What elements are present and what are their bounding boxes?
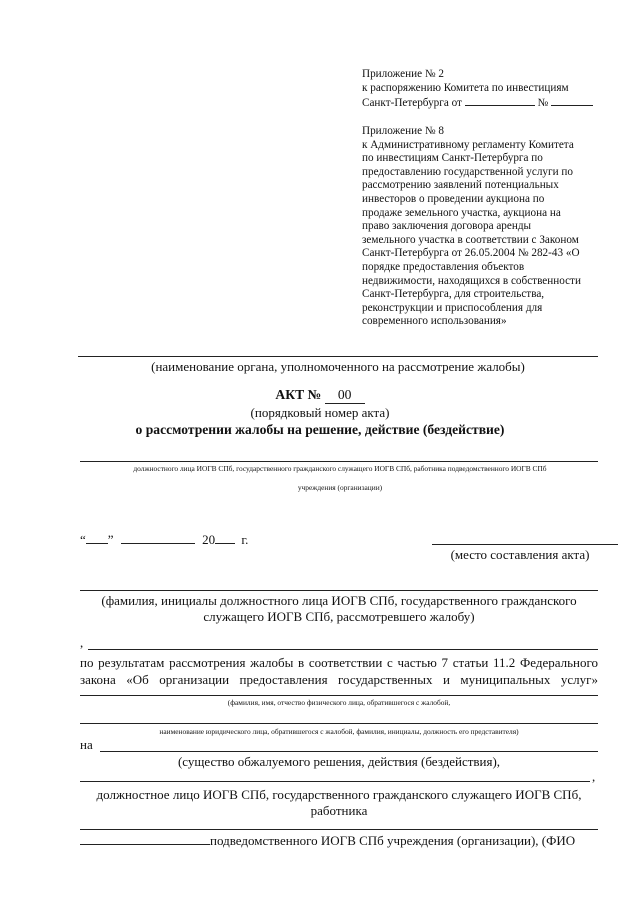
reviewer-caption-2: служащего ИОГВ СПб, рассмотревшего жалобу) — [203, 609, 475, 624]
appendix-8-line: Санкт-Петербурга от 26.05.2004 № 282-43 «О — [362, 247, 580, 260]
essence-line — [80, 781, 590, 782]
act-number-caption: (порядковый номер акта) — [250, 405, 390, 420]
date-blank — [465, 95, 535, 106]
reviewer-caption-1: (фамилия, инициалы должностного лица ИОГВ СПб, государственного гражданского — [101, 593, 577, 608]
appendix-2-title: Приложение № 2 — [362, 68, 444, 80]
result-line-2: закона «Об организации предоставления государственных и муниципальных услуг» — [80, 672, 598, 687]
appendix-8-line: право заключения договора аренды — [362, 220, 532, 233]
reviewer-line — [80, 590, 598, 591]
act-number-line: АКТ № 00 — [0, 387, 640, 404]
official-line-1: должностное лицо ИОГВ СПб, государственного гражданского служащего ИОГВ СПб, — [96, 787, 582, 802]
on-line — [100, 751, 598, 752]
subordinate-line: подведомственного ИОГВ СПб учреждения (организации), (ФИО — [80, 833, 598, 849]
appendix-8-line: к Административному регламенту Комитета — [362, 138, 574, 151]
number-blank — [551, 95, 593, 106]
on-word: на — [80, 737, 93, 752]
official-caption-1: должностного лица ИОГВ СПб, государственного гражданского служащего ИОГВ СПб, работника подведомственного ИОГВ СПб — [133, 464, 547, 473]
place-caption: (место составления акта) — [450, 547, 590, 562]
act-title: о рассмотрении жалобы на решение, действие (бездействие) — [135, 422, 505, 437]
appendix-8-line: рассмотрению заявлений потенциальных — [362, 179, 559, 192]
act-number: 00 — [325, 387, 365, 404]
worker-line — [80, 829, 598, 830]
comma-line — [88, 649, 598, 650]
appendix-8-line: по инвестициям Санкт-Петербурга по — [362, 152, 543, 165]
person-caption: (фамилия, имя, отчество физического лица, обратившегося с жалобой, — [227, 698, 451, 707]
legal-caption: наименование юридического лица, обратившегося с жалобой, фамилия, инициалы, должность его представителя) — [159, 727, 519, 736]
organ-line — [78, 356, 598, 357]
appendix-2-ref: к распоряжению Комитета по инвестициям — [362, 81, 569, 94]
appendix-2-date-line: Санкт-Петербурга от № — [362, 95, 612, 111]
place-line — [432, 544, 618, 545]
appendix-8-block — [362, 125, 612, 329]
comma-mark: , — [80, 635, 84, 650]
appendix-8-line: предоставлению государственной услуги по — [362, 165, 573, 178]
appendix-8-line: земельного участка в соответствии с Законом — [362, 233, 579, 246]
appendix-8-line: реконструкции и приспособления для — [362, 301, 543, 314]
appendix-8-line: Санкт-Петербурга, для строительства, — [362, 288, 545, 301]
appendix-8-line: недвижимости, находящихся в собственности — [362, 274, 581, 287]
legal-entity-line — [80, 723, 598, 724]
official-line-2: работника — [310, 803, 368, 818]
date-line: “ ” 20 г. — [80, 532, 249, 547]
essence-comma: , — [592, 769, 596, 784]
official-line — [80, 461, 598, 462]
appendix-8-line: порядке предоставления объектов — [362, 260, 525, 273]
appendix-8-line: современного использования» — [362, 315, 507, 328]
appendix-8-line: инвесторов о проведении аукциона по — [362, 192, 545, 205]
appendix-8-title: Приложение № 8 — [362, 125, 444, 137]
organ-caption: (наименование органа, уполномоченного на рассмотрение жалобы) — [151, 359, 525, 374]
applicant-line — [80, 695, 598, 696]
appendix-2-block — [362, 68, 612, 111]
result-line-1: по результатам рассмотрения жалобы в соответствии с частью 7 статьи 11.2 Федерального — [80, 655, 598, 670]
appendix-8-line: продаже земельного участка, аукциона на — [362, 206, 561, 219]
official-caption-2: учреждения (организации) — [297, 483, 383, 492]
date-day-month-blank — [121, 533, 195, 544]
essence-caption: (существо обжалуемого решения, действия (бездействия), — [177, 754, 501, 769]
date-year-blank — [215, 533, 235, 544]
